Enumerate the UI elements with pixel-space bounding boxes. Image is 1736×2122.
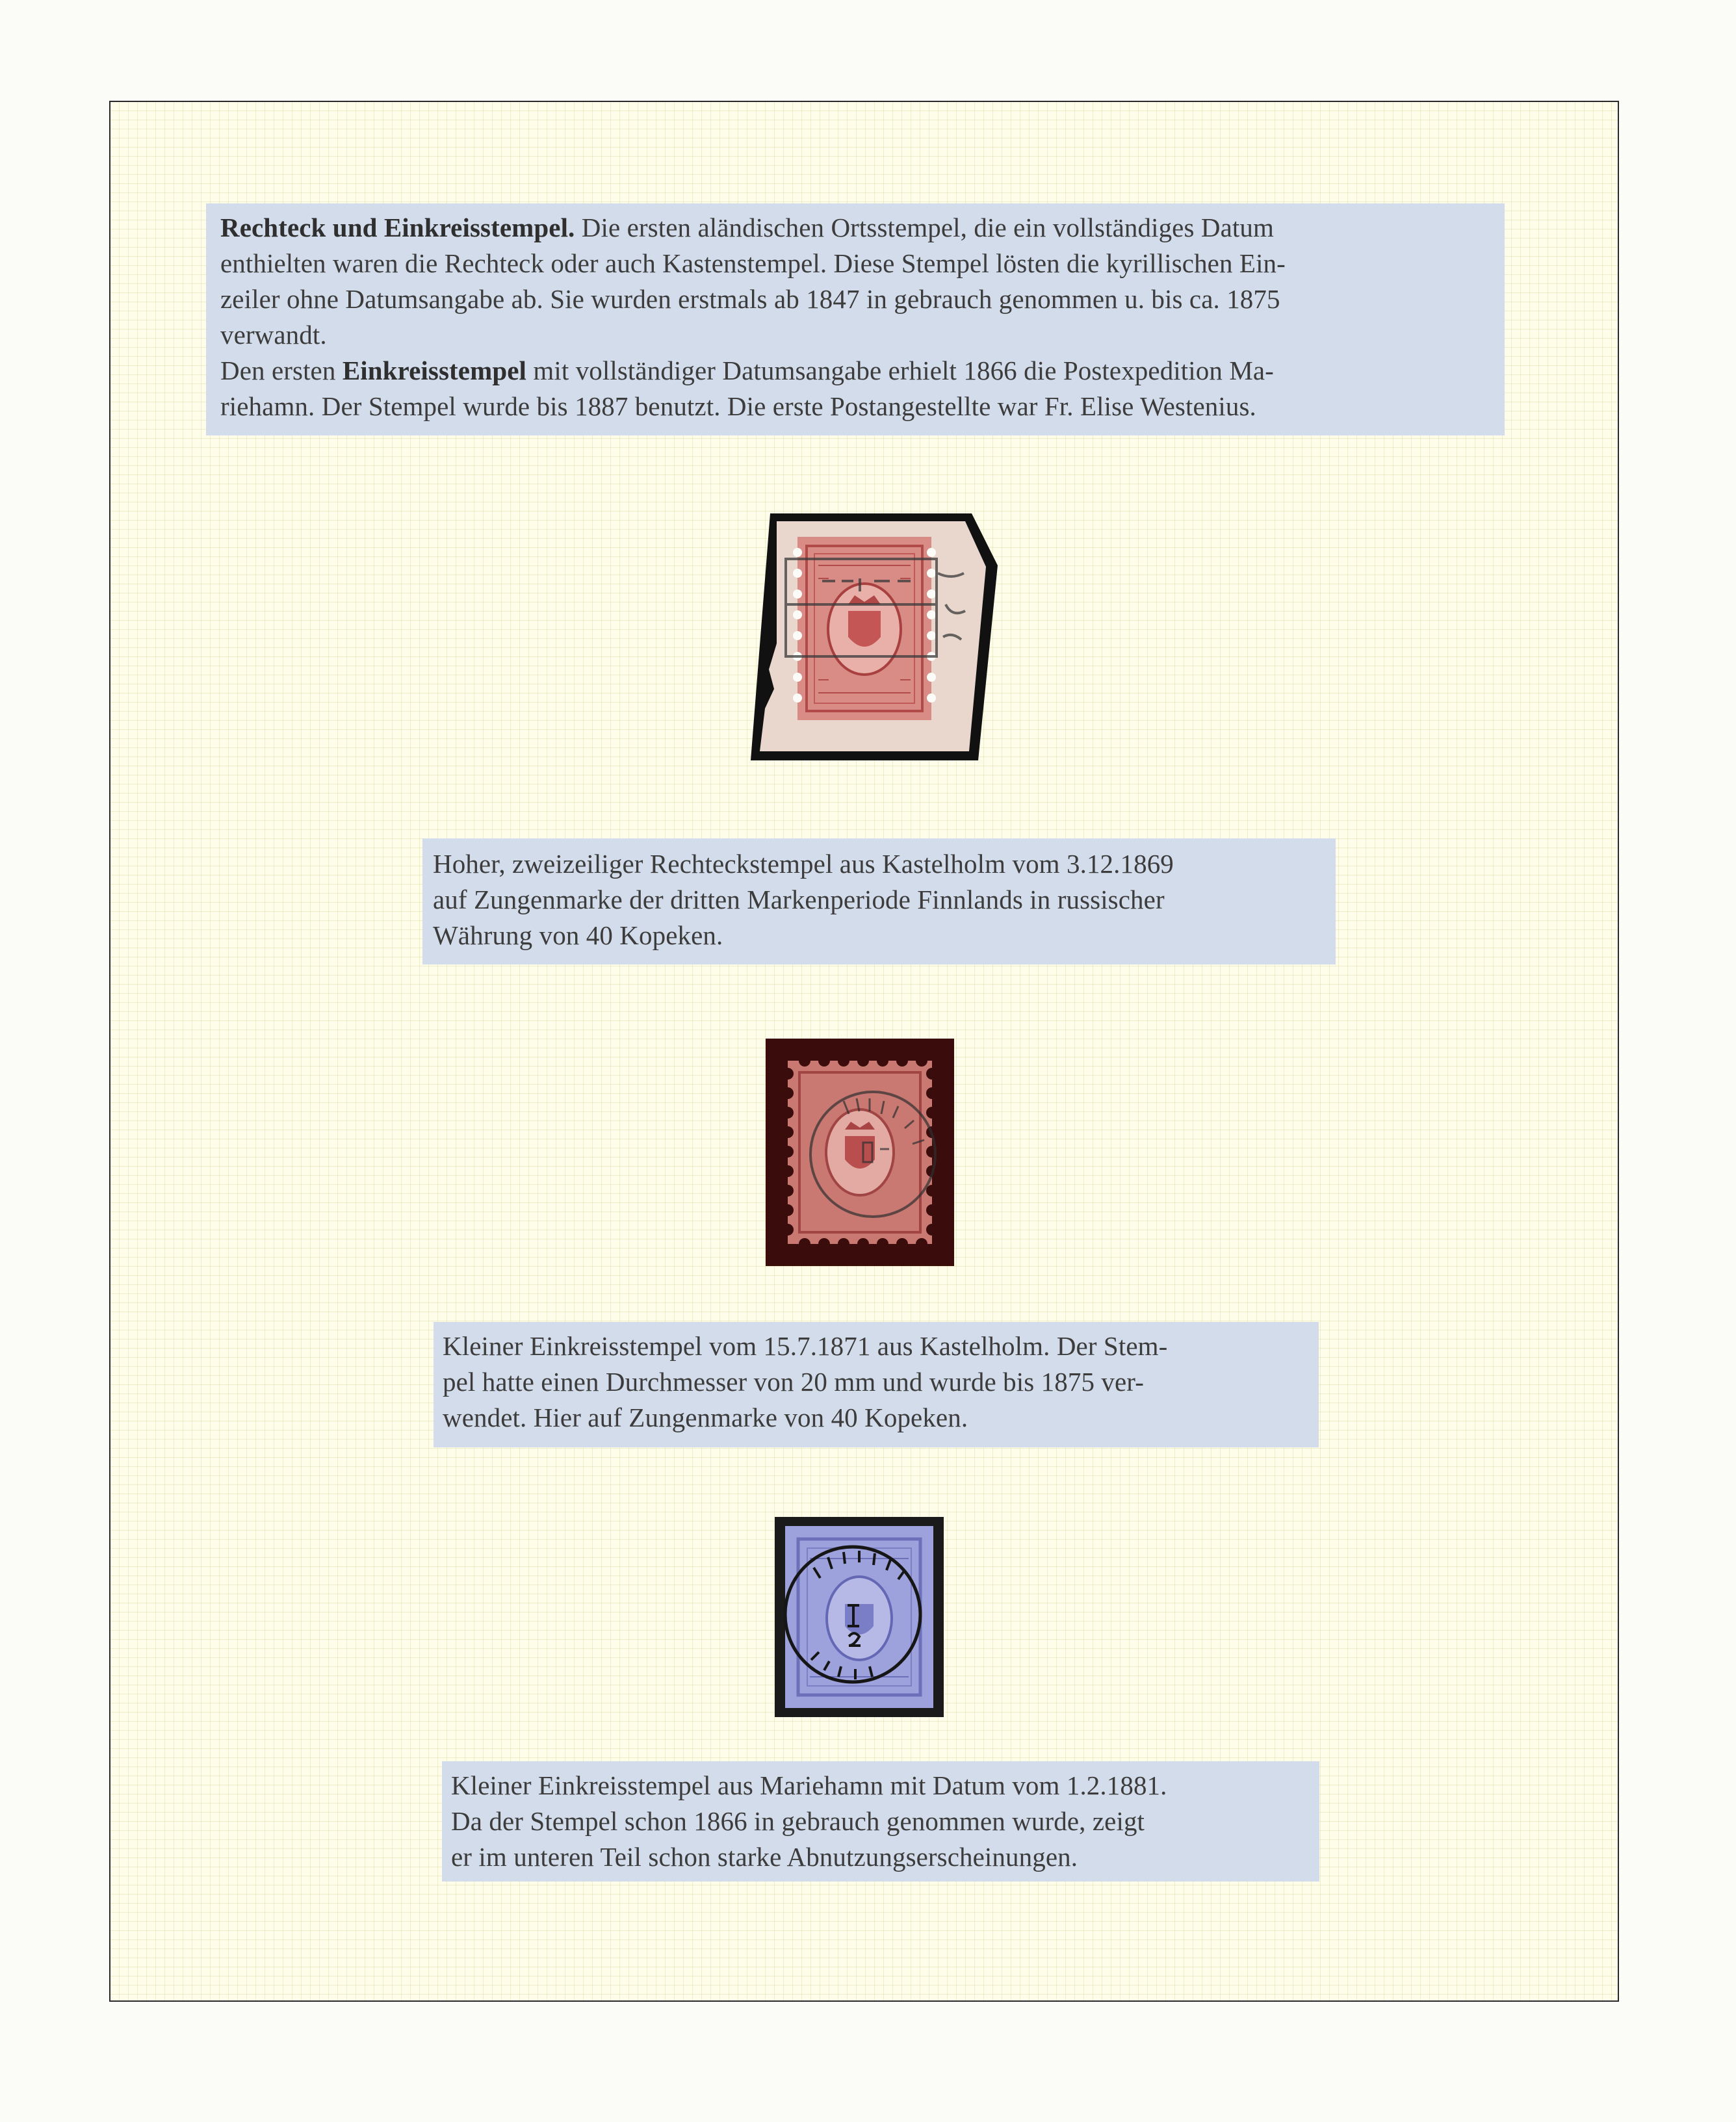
caption-stamp-3 xyxy=(442,1761,1319,1882)
stamp-on-piece-image xyxy=(751,513,998,760)
intro-title: Rechteck und Einkreisstempel. xyxy=(220,213,575,242)
stamp-circle-cancel-image xyxy=(766,1039,954,1266)
intro-line-4: verwandt. xyxy=(220,320,327,350)
intro-line-2: enthielten waren die Rechteck oder auch Kastenstempel. Diese Stempel lösten die kyrillischen Ein- xyxy=(220,248,1286,278)
caption-3-line-2: Da der Stempel schon 1866 in gebrauch genommen wurde, zeigt xyxy=(451,1806,1145,1836)
stamp-blue-circle-cancel-image xyxy=(775,1517,944,1717)
intro-text-block xyxy=(206,203,1505,435)
caption-2-line-1: Kleiner Einkreisstempel vom 15.7.1871 aus Kastelholm. Der Stem- xyxy=(443,1331,1168,1361)
intro-line-5: Den ersten Einkreisstempel mit vollständiger Datumsangabe erhielt 1866 die Postexpedition Ma- xyxy=(220,356,1274,385)
stamp-kastelholm-rectangle-on-piece xyxy=(751,513,998,760)
caption-2-line-3: wendet. Hier auf Zungenmarke von 40 Kopeken. xyxy=(443,1403,968,1432)
caption-1-line-2: auf Zungenmarke der dritten Markenperiode Finnlands in russischer xyxy=(433,885,1165,914)
intro-line-1: Rechteck und Einkreisstempel. Die ersten aländischen Ortsstempel, die ein vollständiges Datum xyxy=(220,213,1274,242)
stamp-kastelholm-single-circle xyxy=(766,1039,954,1266)
caption-2-line-2: pel hatte einen Durchmesser von 20 mm und wurde bis 1875 ver- xyxy=(443,1367,1144,1397)
stamp-mariehamn-single-circle xyxy=(775,1517,944,1717)
intro-bold-term: Einkreisstempel xyxy=(342,356,527,385)
caption-1-line-1: Hoher, zweizeiliger Rechteckstempel aus Kastelholm vom 3.12.1869 xyxy=(433,849,1174,879)
caption-stamp-1 xyxy=(422,838,1336,964)
caption-stamp-2 xyxy=(434,1322,1319,1447)
intro-line-3: zeiler ohne Datumsangabe ab. Sie wurden erstmals ab 1847 in gebrauch genommen u. bis ca. 1875 xyxy=(220,284,1280,314)
intro-line-6: riehamn. Der Stempel wurde bis 1887 benutzt. Die erste Postangestellte war Fr. Elise Westenius. xyxy=(220,391,1256,421)
caption-3-line-3: er im unteren Teil schon starke Abnutzungserscheinungen. xyxy=(451,1842,1078,1872)
caption-3-line-1: Kleiner Einkreisstempel aus Mariehamn mit Datum vom 1.2.1881. xyxy=(451,1770,1167,1800)
caption-1-line-3: Währung von 40 Kopeken. xyxy=(433,920,723,950)
